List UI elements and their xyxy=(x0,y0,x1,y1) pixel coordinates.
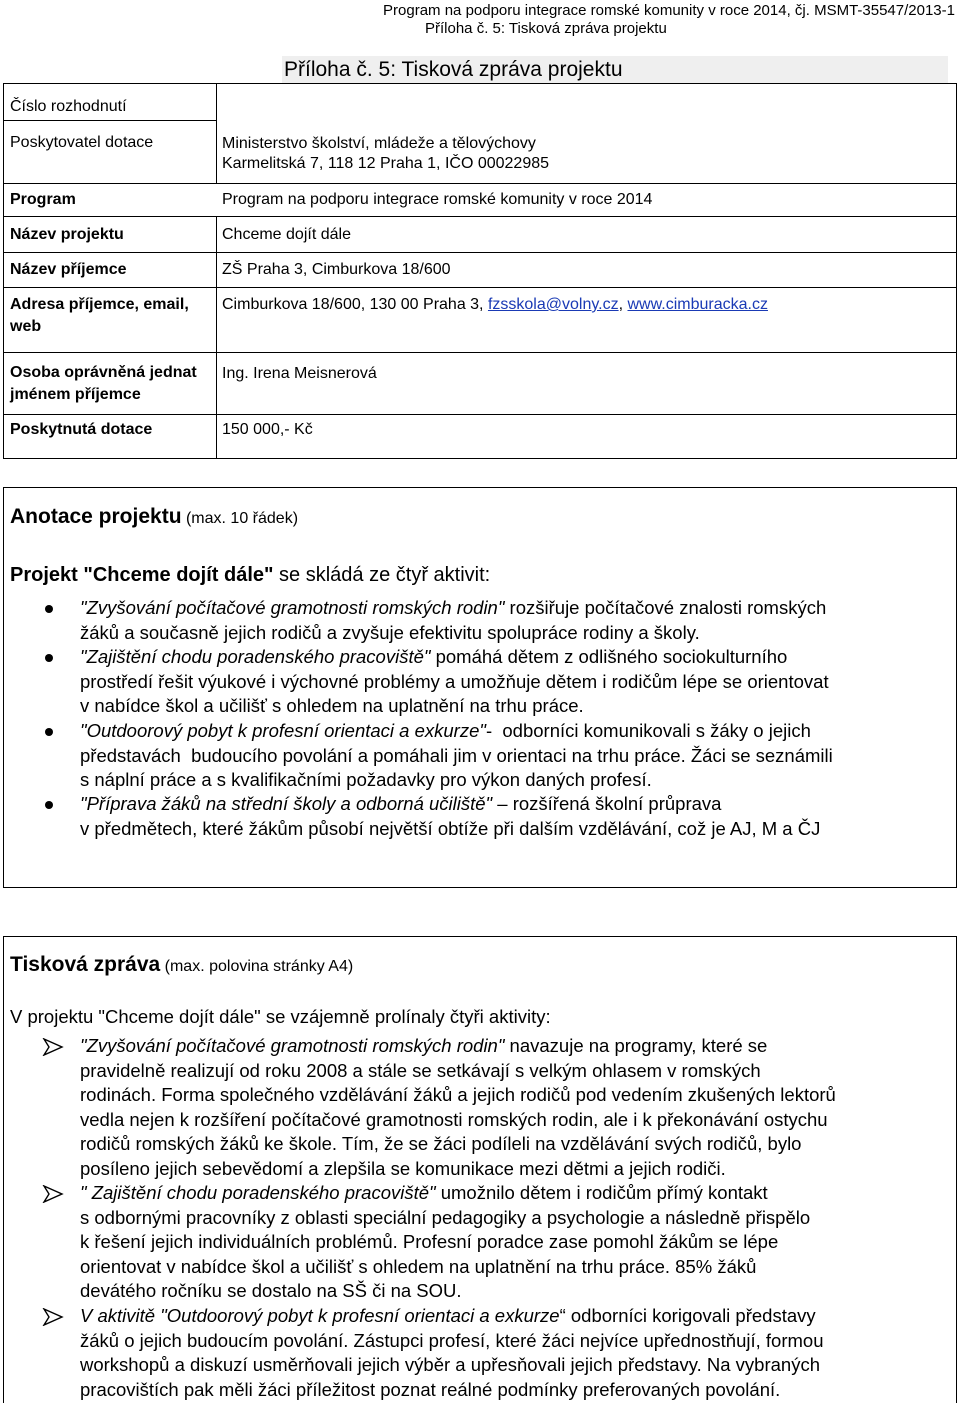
press-item-name: "Outdoorový pobyt k profesní orientaci a exkurze xyxy=(160,1305,560,1326)
person-value: Ing. Irena Meisnerová xyxy=(222,365,377,382)
press-item-line: posíleno jejich sebevědomí a zlepšila se komunikace mezi dětmi a jejich rodiči. xyxy=(80,1157,726,1179)
info-row-line xyxy=(3,183,957,184)
provider-line-1: Ministerstvo školství, mládeže a tělovýchovy xyxy=(222,135,536,152)
info-row-line xyxy=(3,352,957,353)
bullet-dot-icon xyxy=(45,605,53,613)
info-row-line xyxy=(3,414,957,415)
address-label-2: web xyxy=(10,318,42,335)
annotation-item-line: s náplní práce a s kvalifikačními požadavky pro výkon daných profesí. xyxy=(80,769,652,790)
annotation-heading xyxy=(10,505,298,529)
decision-label: Číslo rozhodnutí xyxy=(10,98,127,115)
press-item-line: rodinách. Forma společného vzdělávání žáků a jejich rodičů pod vedením zkušených lektorů xyxy=(80,1084,836,1105)
annotation-item-text: – rozšířená školní průprava xyxy=(492,793,722,814)
program-label: Program xyxy=(10,191,76,208)
annotation-item-line xyxy=(80,596,826,621)
annotation-intro-bold: Projekt "Chceme dojít dále" xyxy=(10,564,274,586)
press-item-name: " Zajištění chodu poradenského pracoviště" xyxy=(80,1182,436,1203)
recipient-value: ZŠ Praha 3, Cimburkova 18/600 xyxy=(222,261,451,278)
press-item-line: s odbornými pracovníky z oblasti speciální pedagogiky a psychologie a následně přispělo xyxy=(80,1206,811,1228)
annotation-note: (max. 10 řádek) xyxy=(181,510,299,527)
press-note: (max. polovina stránky A4) xyxy=(160,958,354,975)
address-label-1: Adresa příjemce, email, xyxy=(10,296,189,313)
annotation-item-line xyxy=(80,792,721,817)
annotation-item-line xyxy=(80,645,787,670)
attachment-title: Příloha č. 5: Tisková zpráva projektu xyxy=(282,56,948,83)
annotation-title: Anotace projektu xyxy=(10,505,182,528)
annotation-item-name: "Zvyšování počítačové gramotnosti romských rodin" xyxy=(80,597,505,618)
arrow-bullet-icon xyxy=(42,1185,64,1203)
annotation-item-name: "Zajištění chodu poradenského pracoviště" xyxy=(80,646,431,667)
annotation-item-text: pomáhá dětem z odlišného sociokulturního xyxy=(430,646,788,667)
bullet-dot-icon xyxy=(45,801,53,809)
annotation-item-line: prostředí řešit výukové i výchovné problémy a umožňuje dětem i rodičům lépe se orientovat xyxy=(80,670,829,692)
info-divider xyxy=(216,83,217,183)
web-link[interactable]: www.cimburacka.cz xyxy=(627,296,768,313)
press-item-line: žáků o jejich budoucím povolání. Zástupci profesí, které žáci nejvíce upřednostňují, formou xyxy=(80,1329,824,1351)
annotation-item-text: - odborníci komunikovali s žáky o jejich xyxy=(485,720,811,741)
press-item-line xyxy=(80,1304,816,1329)
email-link[interactable]: fzsskola@volny.cz xyxy=(487,296,619,313)
header-line-1: Program na podporu integrace romské komunity v roce 2014, čj. MSMT-35547/2013-1 xyxy=(383,2,955,19)
grant-label: Poskytnutá dotace xyxy=(10,421,153,438)
provider-label: Poskytovatel dotace xyxy=(10,134,154,151)
header-line-2: Příloha č. 5: Tisková zpráva projektu xyxy=(425,20,667,37)
annotation-item-line xyxy=(80,719,811,744)
person-label-2: jménem příjemce xyxy=(10,386,141,403)
press-item-line: pravidelně realizují od roku 2008 a stále se setkávají s velkým ohlasem v romských xyxy=(80,1059,761,1081)
press-item-line: vedla nejen k rozšíření počítačové gramotnosti romských rodin, ale i k překonávání ostychu xyxy=(80,1108,828,1130)
press-item-text: navazuje na programy, které se xyxy=(504,1035,768,1056)
press-item-text: umožnilo dětem i rodičům přímý kontakt xyxy=(435,1182,768,1203)
annotation-item-text: rozšiřuje počítačové znalosti romských xyxy=(504,597,827,618)
program-value: Program na podporu integrace romské komunity v roce 2014 xyxy=(222,191,653,208)
info-row-line xyxy=(3,252,957,253)
address-separator: , xyxy=(618,296,628,313)
annotation-item-name: "Příprava žáků na střední školy a odborná učiliště" xyxy=(80,793,493,814)
press-intro: V projektu "Chceme dojít dále" se vzájemně prolínaly čtyři aktivity: xyxy=(10,1006,551,1027)
press-item-line: rodičů romských žáků ke škole. Tím, že se žáci podíleli na vzdělávání svých rodičů, bylo xyxy=(80,1133,802,1154)
annotation-item-line: v předmětech, které žákům působí největší obtíže při dalším vzdělávání, což je AJ, M a ČJ xyxy=(80,817,821,839)
bullet-dot-icon xyxy=(45,654,53,662)
info-row-line xyxy=(3,216,957,217)
provider-line-2: Karmelitská 7, 118 12 Praha 1, IČO 00022985 xyxy=(222,155,550,172)
annotation-intro xyxy=(10,564,490,587)
annotation-intro-rest: se skládá ze čtyř aktivit: xyxy=(273,564,491,586)
press-item-prefix: V aktivitě xyxy=(80,1305,161,1326)
press-item-line xyxy=(80,1181,768,1206)
bullet-dot-icon xyxy=(45,728,53,736)
arrow-bullet-icon xyxy=(42,1308,64,1326)
press-title: Tisková zpráva xyxy=(10,953,161,976)
project-label: Název projektu xyxy=(10,226,124,243)
press-heading xyxy=(10,953,353,977)
press-item-line: devátého ročníku se dostalo na SŠ či na SOU. xyxy=(80,1280,462,1301)
press-item-line xyxy=(80,1034,767,1059)
address-row xyxy=(222,294,768,316)
annotation-item-name: "Outdoorový pobyt k profesní orientaci a exkurze" xyxy=(80,720,486,741)
project-value: Chceme dojít dále xyxy=(222,226,351,243)
annotation-item-line: žáků a současně jejich rodičů a zvyšuje efektivitu spolupráce rodiny a školy. xyxy=(80,621,700,643)
annotation-item-line: v nabídce škol a učilišť s ohledem na uplatnění na trhu práce. xyxy=(80,695,584,716)
address-value: Cimburkova 18/600, 130 00 Praha 3, xyxy=(222,296,488,313)
press-item-line: k řešení jejich individuálních problémů. Profesní poradce zase pomohl žákům se lépe xyxy=(80,1231,779,1252)
person-label-1: Osoba oprávněná jednat xyxy=(10,364,197,381)
grant-value: 150 000,- Kč xyxy=(222,421,313,438)
info-row-line xyxy=(3,287,957,288)
press-item-line: workshopů a diskuzí usměrňovali jejich výběr a upřesňovali jejich představy. Na vybraných xyxy=(80,1354,820,1375)
press-item-line: pracovištích pak měli žáci příležitost poznat reálné podmínky preferovaných povolání. xyxy=(80,1378,781,1400)
press-item-line: orientovat v nabídce škol a učilišť s ohledem na uplatnění na trhu práce. 85% žáků xyxy=(80,1255,757,1277)
arrow-bullet-icon xyxy=(42,1038,64,1056)
press-item-text: “ odborníci korigovali představy xyxy=(559,1305,816,1326)
annotation-item-line: představách budoucího povolání a pomáhali jim v orientaci na trhu práce. Žáci se seznámili xyxy=(80,744,833,766)
press-item-name: "Zvyšování počítačové gramotnosti romských rodin" xyxy=(80,1035,505,1056)
info-row-line xyxy=(3,120,216,121)
recipient-label: Název příjemce xyxy=(10,261,127,278)
